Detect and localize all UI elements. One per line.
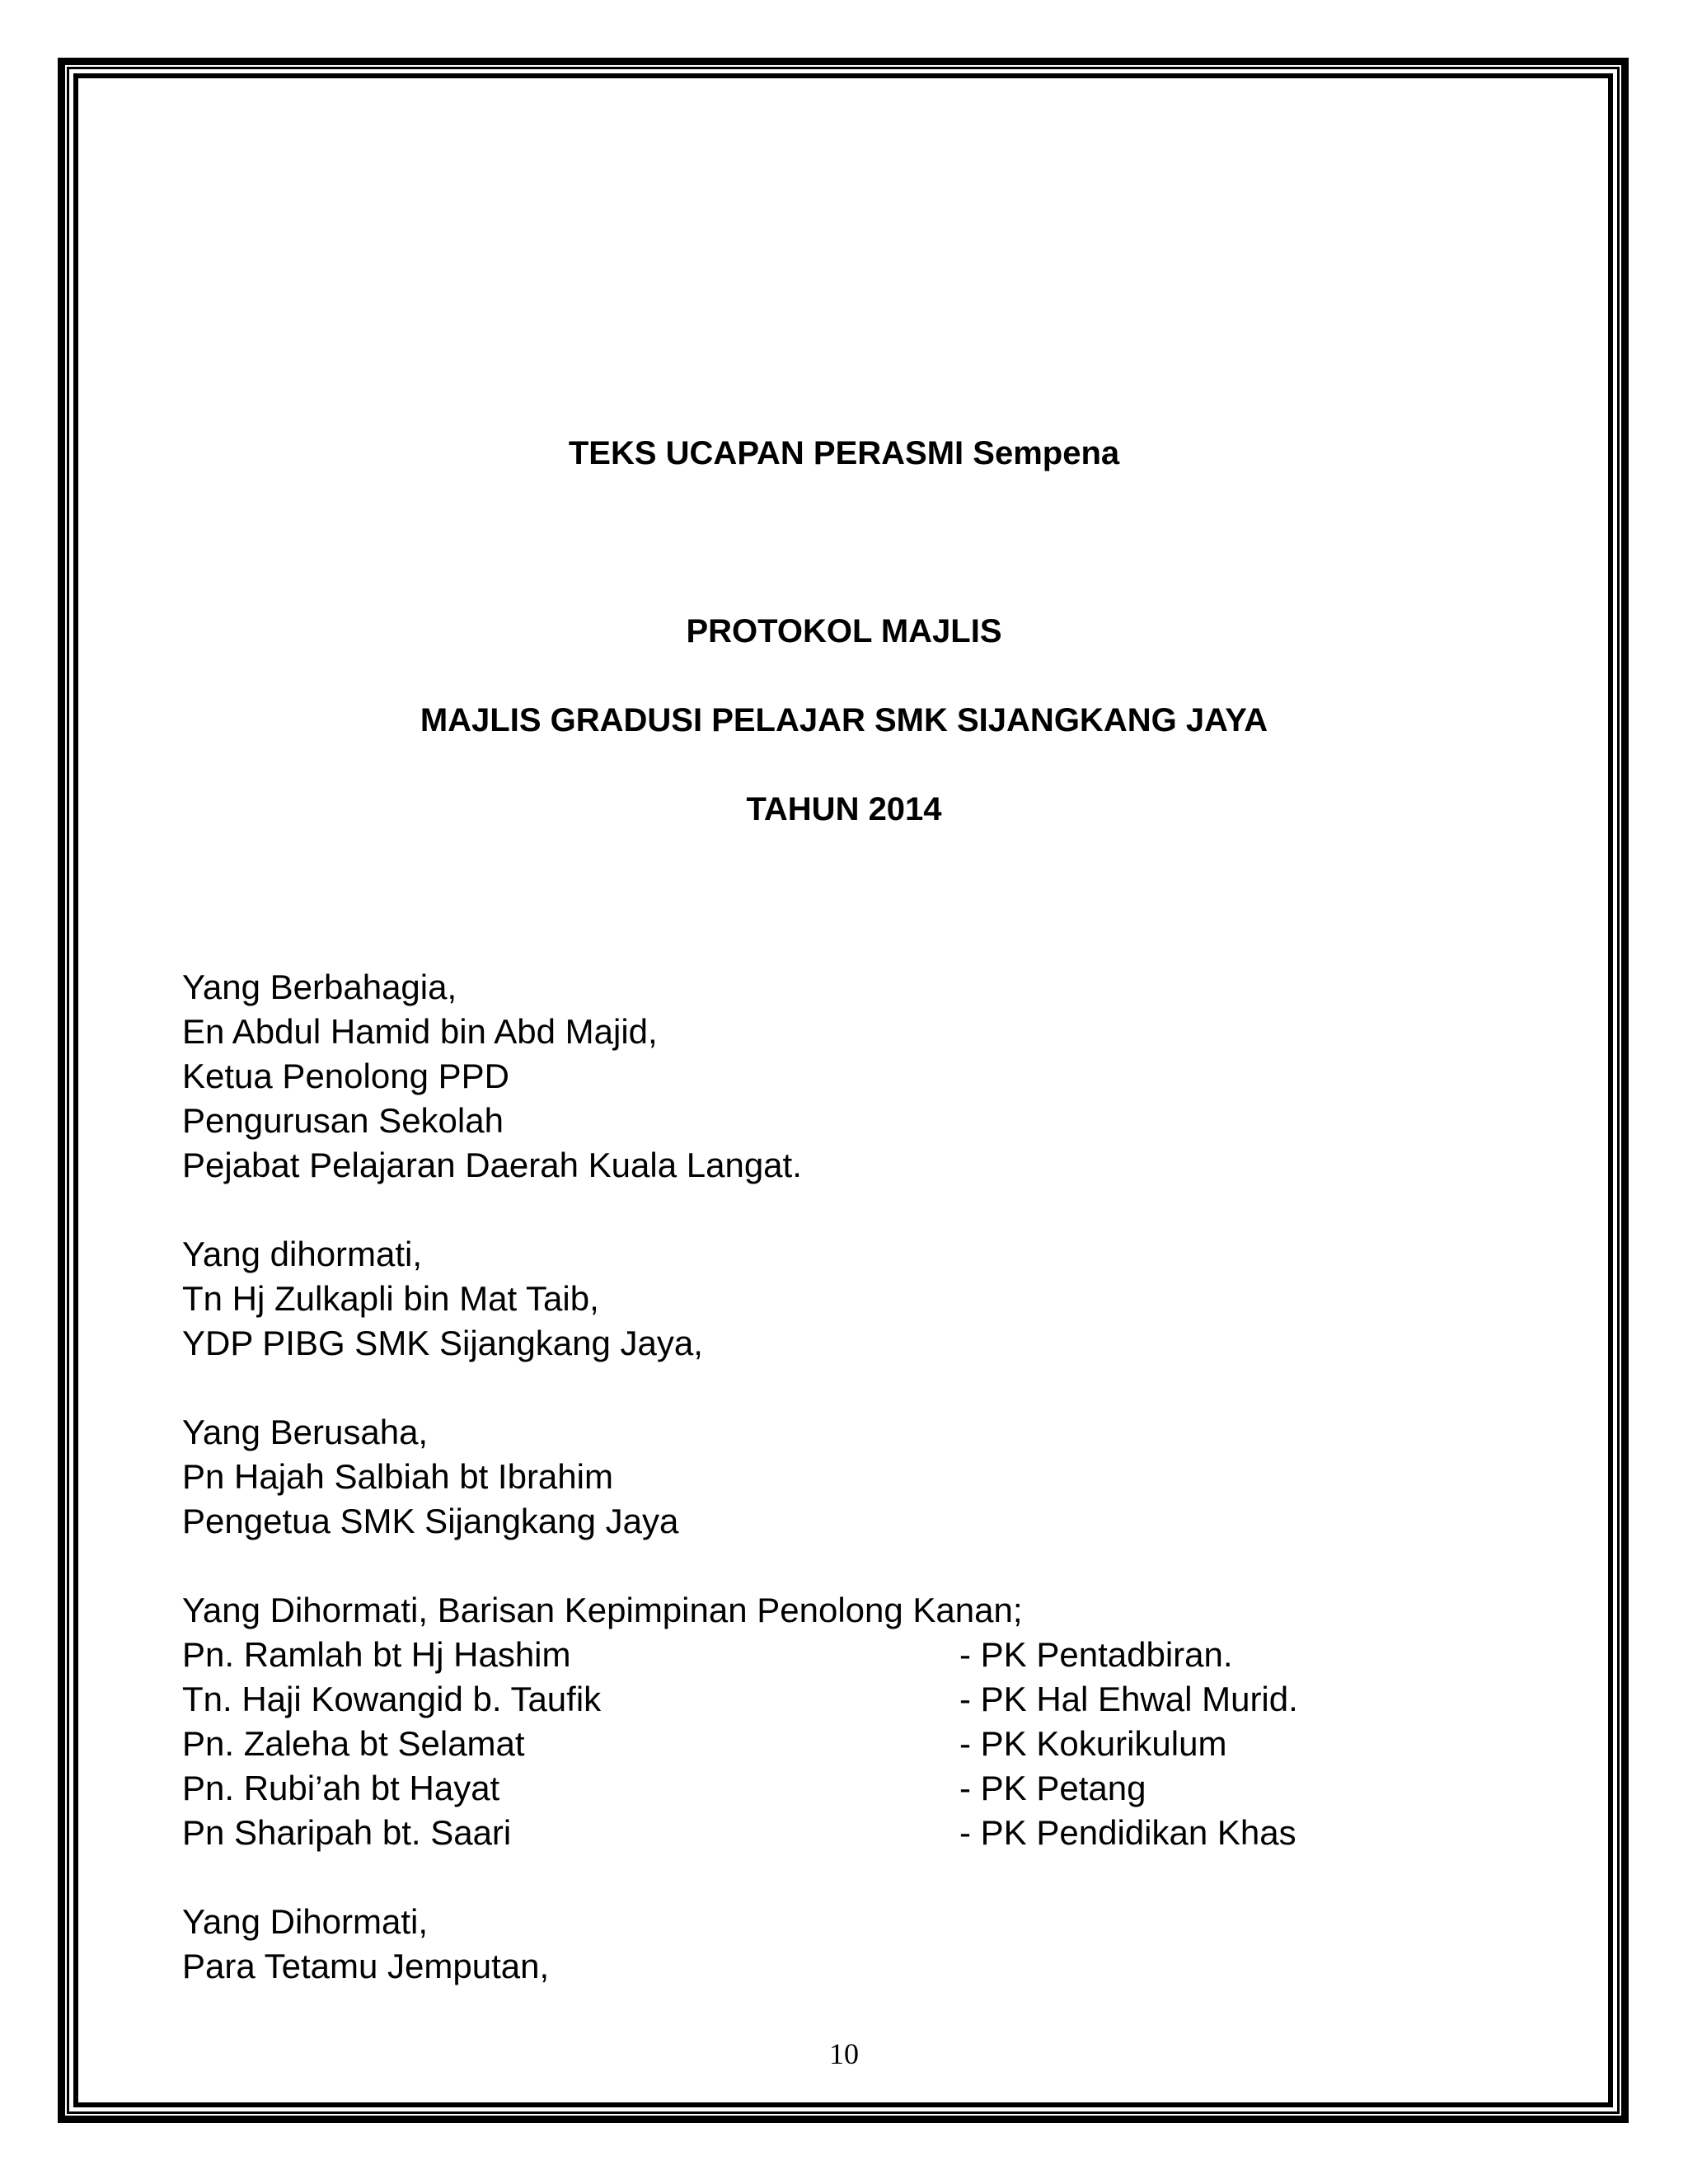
page-number: 10	[829, 2037, 859, 2070]
text-line: Yang Dihormati,	[182, 1902, 429, 1941]
officer-role: - PK Pendidikan Khas	[959, 1813, 1296, 1852]
officer-name: Pn. Rubi’ah bt Hayat	[182, 1769, 500, 1807]
text-line: Pengurusan Sekolah	[182, 1101, 504, 1140]
text-line: Pejabat Pelajaran Daerah Kuala Langat.	[182, 1146, 802, 1184]
text-line: En Abdul Hamid bin Abd Majid,	[182, 1012, 658, 1051]
officer-name: Pn Sharipah bt. Saari	[182, 1813, 512, 1852]
officer-row	[182, 1811, 1296, 1855]
officer-role: - PK Petang	[959, 1769, 1146, 1807]
officer-role: - PK Kokurikulum	[959, 1724, 1227, 1763]
officer-row	[182, 1766, 1146, 1811]
text-line: Yang Berusaha,	[182, 1413, 429, 1451]
officer-role: - PK Pentadbiran.	[959, 1635, 1233, 1674]
text-line: Yang Berbahagia,	[182, 968, 457, 1006]
title-line-2: PROTOKOL MAJLIS	[686, 613, 1002, 649]
kepimpinan-heading: Yang Dihormati, Barisan Kepimpinan Penolong Kanan;	[182, 1591, 1023, 1629]
officer-row	[182, 1677, 1298, 1722]
officer-name: Pn. Ramlah bt Hj Hashim	[182, 1635, 571, 1674]
title-line-1: TEKS UCAPAN PERASMI Sempena	[568, 435, 1120, 471]
text-line: Pn Hajah Salbiah bt Ibrahim	[182, 1457, 613, 1496]
text-line: Pengetua SMK Sijangkang Jaya	[182, 1502, 679, 1540]
officer-role: - PK Hal Ehwal Murid.	[959, 1680, 1298, 1718]
title-line-3: MAJLIS GRADUSI PELAJAR SMK SIJANGKANG JAYA	[420, 702, 1268, 738]
salutation-berbahagia	[182, 965, 802, 1188]
salutation-kepimpinan	[182, 1588, 1298, 1855]
officer-name: Tn. Haji Kowangid b. Taufik	[182, 1680, 602, 1718]
salutation-berusaha	[182, 1410, 678, 1544]
officer-row	[182, 1722, 1227, 1766]
text-line: Yang dihormati,	[182, 1235, 423, 1273]
text-line: Ketua Penolong PPD	[182, 1057, 509, 1095]
officer-row	[182, 1633, 1233, 1677]
officer-name: Pn. Zaleha bt Selamat	[182, 1724, 525, 1763]
text-line: Para Tetamu Jemputan,	[182, 1947, 550, 1985]
text-line: YDP PIBG SMK Sijangkang Jaya,	[182, 1324, 703, 1362]
salutation-tetamu	[182, 1900, 549, 1989]
title-line-4: TAHUN 2014	[746, 791, 942, 827]
salutation-dihormati	[182, 1232, 703, 1366]
text-line: Tn Hj Zulkapli bin Mat Taib,	[182, 1279, 599, 1318]
